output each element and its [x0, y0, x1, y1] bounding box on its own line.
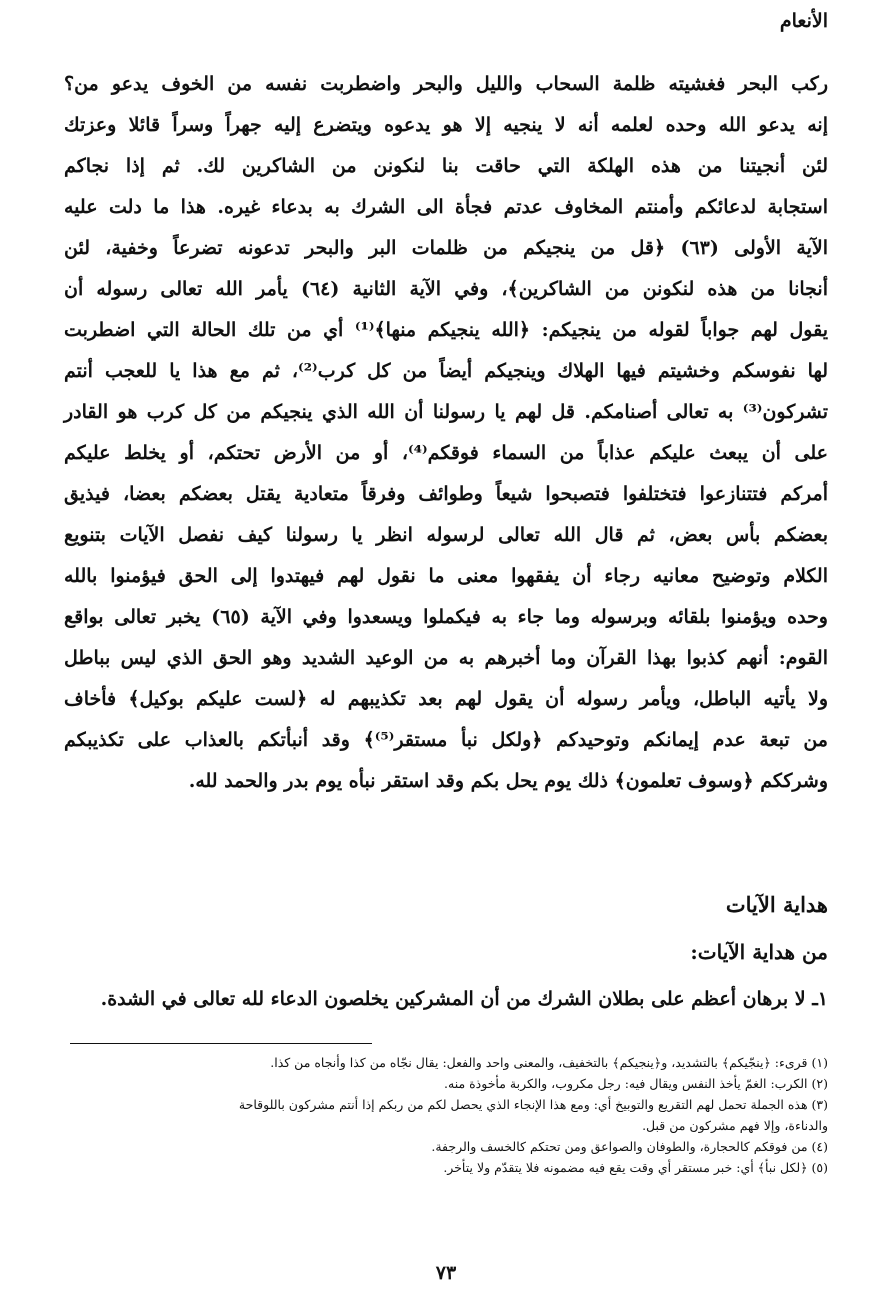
footnote: (٤) من فوقكم كالحجارة، والطوفان والصواعق ومن تحتكم كالخسف والرجفة. — [431, 1139, 828, 1154]
page-number: ٧٣ — [435, 1262, 457, 1284]
body-line: يقول لهم جواباً لقوله من ينجيكم: ﴿الله ينجيكم منها﴾⁽¹⁾ أي من تلك الحالة التي اضطربت — [64, 319, 829, 341]
footnotes — [64, 1052, 828, 1178]
body-text — [64, 64, 828, 802]
body-line: لئن أنجيتنا من هذه الهلكة التي حاقت بنا لنكونن من الشاكرين لك. ثم إذا نجاكم — [64, 155, 828, 177]
footnote-divider — [70, 1043, 372, 1044]
body-line: وحده ويؤمنوا بلقائه وبرسوله وما جاء به فيكملوا ويسعدوا وفي الآية (٦٥) يخبر تعالى بواقع — [64, 606, 828, 628]
subheading: من هداية الآيات: — [690, 940, 828, 964]
body-line: إنه يدعو الله وحده لعلمه أنه لا ينجيه إلا هو يدعوه ويتضرع إليه جهراً وسراً قائلا وعزتك — [64, 114, 828, 136]
body-line: لها نفوسكم وخشيتم فيها الهلاك وينجيكم أيضاً من كل كرب⁽²⁾، ثم مع هذا يا للعجب أنتم — [64, 360, 828, 382]
body-line: أمركم فتتنازعوا فتختلفوا فتصبحوا شيعاً وطوائف وفرقاً متعادية يقتل بعضكم بعضا، فيذيق — [64, 483, 828, 505]
body-line: وشرككم ﴿وسوف تعلمون﴾ ذلك يوم يحل بكم وقد استقر نبأه يوم بدر والحمد لله. — [188, 770, 828, 792]
body-line: الآية الأولى (٦٣) ﴿قل من ينجيكم من ظلمات البر والبحر تدعونه تضرعاً وخفية، لئن — [64, 237, 828, 259]
guidance-point: ١ـ لا برهان أعظم على بطلان الشرك من أن المشركين يخلصون الدعاء لله تعالى في الشدة. — [100, 988, 828, 1010]
footnote: (١) قرىء: ﴿ينجّيكم﴾ بالتشديد، و﴿ينجيكم﴾ بالتخفيف، والمعنى واحد والفعل: يقال نجّاه من كذا وأنجاه من كذا. — [270, 1055, 828, 1070]
body-line: على أن يبعث عليكم عذاباً من السماء فوقكم⁽⁴⁾، أو من الأرض تحتكم، أو يخلط عليكم — [64, 442, 829, 464]
footnote: والدناءة، وإلا فهم مشركون من قبل. — [642, 1118, 828, 1133]
body-line: ولا يأتيه الباطل، ويأمر رسوله أن يقول لهم بعد تكذيبهم له ﴿لست عليكم بوكيل﴾ فأخاف — [64, 688, 828, 710]
body-line: أنجانا من هذه لنكونن من الشاكرين﴾، وفي الآية الثانية (٦٤) يأمر الله تعالى رسوله أن — [64, 278, 828, 300]
footnote: (٢) الكرب: الغمّ يأخذ النفس ويقال فيه: رجل مكروب، والكربة مأخوذة منه. — [444, 1076, 828, 1091]
footnote: (٣) هذه الجملة تحمل لهم التقريع والتوبيخ أي: ومع هذا الإنجاء الذي يحصل لكم من ربكم إذا أنتم مشركون باللوقاحة — [238, 1097, 828, 1112]
body-line: من تبعة عدم إيمانكم وتوحيدكم ﴿ولكل نبأ مستقر⁽⁵⁾﴾ وقد أنبأتكم بالعذاب على تكذيبكم — [64, 729, 828, 751]
body-line: الكلام وتوضيح معانيه رجاء أن يفقهوا معنى ما نقول لهم فيهتدوا إلى الحق فيؤمنوا بالله — [64, 565, 828, 587]
section-heading: هداية الآيات — [725, 892, 828, 917]
body-line: استجابة لدعائكم وأمنتم المخاوف عدتم فجأة الى الشرك به بدعاء غيره. هذا ما دلت عليه — [64, 196, 828, 218]
body-line: بعضكم بأس بعض، ثم قال الله تعالى لرسوله انظر يا رسولنا كيف نفصل الآيات بتنويع — [64, 524, 828, 546]
body-line: ركب البحر فغشيته ظلمة السحاب والليل والبحر واضطربت نفسه من الخوف يدعو من؟ — [64, 73, 828, 95]
running-head: الأنعام — [779, 10, 828, 32]
footnote: (٥) ﴿لكل نبأ﴾ أي: خبر مستقر أي وقت يقع فيه مضمونه فلا يتقدّم ولا يتأخر. — [443, 1160, 828, 1175]
body-line: القوم: أنهم كذبوا بهذا القرآن وما أخبرهم به من الوعيد الشديد وهو الحق الذي ليس بباطل — [64, 647, 828, 669]
body-line: تشركون⁽³⁾ به تعالى أصنامكم. قل لهم يا رسولنا أن الله الذي ينجيكم من كل كرب هو القادر — [64, 401, 828, 423]
